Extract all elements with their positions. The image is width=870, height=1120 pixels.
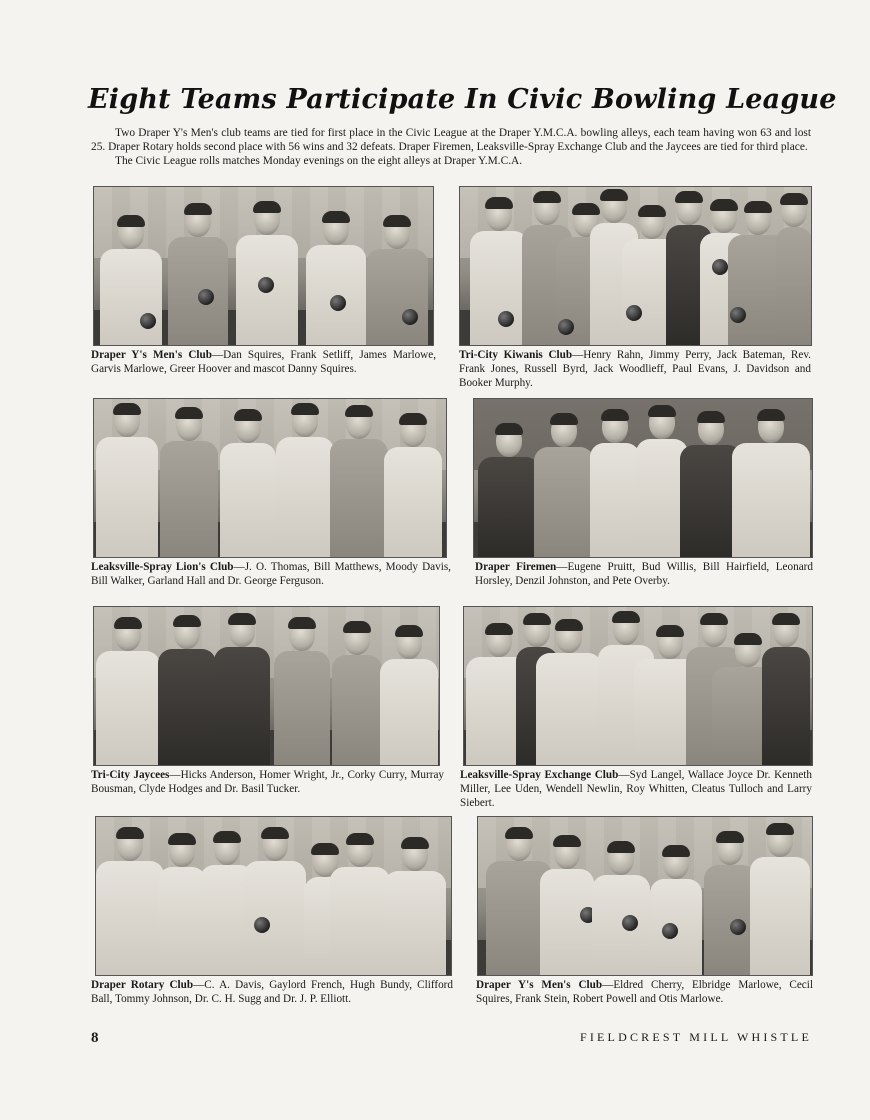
caption-member-names: —Hicks Anderson, Homer Wright, Jr., Corky Curry, Murray Bousman, Clyde Hodges and Dr. Basil Tucker. [91, 769, 444, 795]
photo-caption-8 [476, 978, 813, 1006]
caption-team-name: Leaksville-Spray Lion's Club [91, 561, 234, 573]
intro-paragraph-2: The Civic League rolls matches Monday evenings on the eight alleys at Draper Y.M.C.A. [115, 155, 523, 167]
photo-caption-5 [91, 768, 444, 796]
team-photo-tri-city-jaycees [93, 606, 440, 766]
intro-paragraph-1: Two Draper Y's Men's club teams are tied for first place in the Civic League at the Draper Y.M.C.A. bowling alleys, each team having won 63 and lost 25. Draper Rotary holds second place with 56 wins and 32 defeats. Draper Firemen, Leaksville-Spray Exchange Club and the Jaycees are tied for third place. [91, 127, 811, 153]
photo-caption-6 [460, 768, 812, 810]
caption-team-name: Tri-City Jaycees [91, 769, 170, 781]
caption-team-name: Draper Firemen [475, 561, 557, 573]
photo-caption-2 [459, 348, 811, 390]
team-photo-draper-ys-mens-club-2 [477, 816, 813, 976]
caption-team-name: Draper Y's Men's Club [91, 349, 212, 361]
team-photo-leaksville-spray-exchange-club [463, 606, 813, 766]
article-intro [91, 126, 811, 168]
caption-member-names: —Syd Langel, Wallace Joyce Dr. Kenneth Miller, Lee Uden, Wendell Newlin, Roy Whitten, Cleatus Tulloch and Larry Siebert. [460, 769, 812, 809]
caption-member-names: —Dan Squires, Frank Setliff, James Marlowe, Garvis Marlowe, Greer Hoover and mascot Danny Squires. [91, 349, 436, 375]
caption-team-name: Tri-City Kiwanis Club [459, 349, 573, 361]
photo-caption-7 [91, 978, 453, 1006]
caption-team-name: Draper Y's Men's Club [476, 979, 603, 991]
article-title: Eight Teams Participate In Civic Bowling League [88, 84, 837, 115]
team-photo-draper-rotary-club [95, 816, 452, 976]
team-photo-draper-ys-mens-club-1 [93, 186, 434, 346]
page-number: 8 [91, 1030, 99, 1046]
photo-caption-4 [475, 560, 813, 588]
photo-caption-1 [91, 348, 436, 376]
team-photo-tri-city-kiwanis-club [459, 186, 812, 346]
caption-team-name: Draper Rotary Club [91, 979, 194, 991]
caption-member-names: —J. O. Thomas, Bill Matthews, Moody Davis, Bill Walker, Garland Hall and Dr. George Ferguson. [91, 561, 451, 587]
caption-team-name: Leaksville-Spray Exchange Club [460, 769, 619, 781]
caption-member-names: —C. A. Davis, Gaylord French, Hugh Bundy, Clifford Ball, Tommy Johnson, Dr. C. H. Sugg and Dr. J. P. Elliott. [91, 979, 453, 1005]
team-photo-leaksville-spray-lions-club [93, 398, 447, 558]
publication-name: FIELDCREST MILL WHISTLE [579, 1030, 812, 1044]
photo-caption-3 [91, 560, 451, 588]
caption-member-names: —Eldred Cherry, Elbridge Marlowe, Cecil Squires, Frank Stein, Robert Powell and Otis Marlowe. [476, 979, 813, 1005]
caption-member-names: —Eugene Pruitt, Bud Willis, Bill Hairfield, Leonard Horsley, Denzil Johnston, and Pete Overby. [475, 561, 813, 587]
caption-member-names: —Henry Rahn, Jimmy Perry, Jack Bateman, Rev. Frank Jones, Russell Byrd, Jack Woodlieff, Paul Evans, J. Davidson and Booker Murphy. [459, 349, 811, 389]
team-photo-draper-firemen [473, 398, 813, 558]
